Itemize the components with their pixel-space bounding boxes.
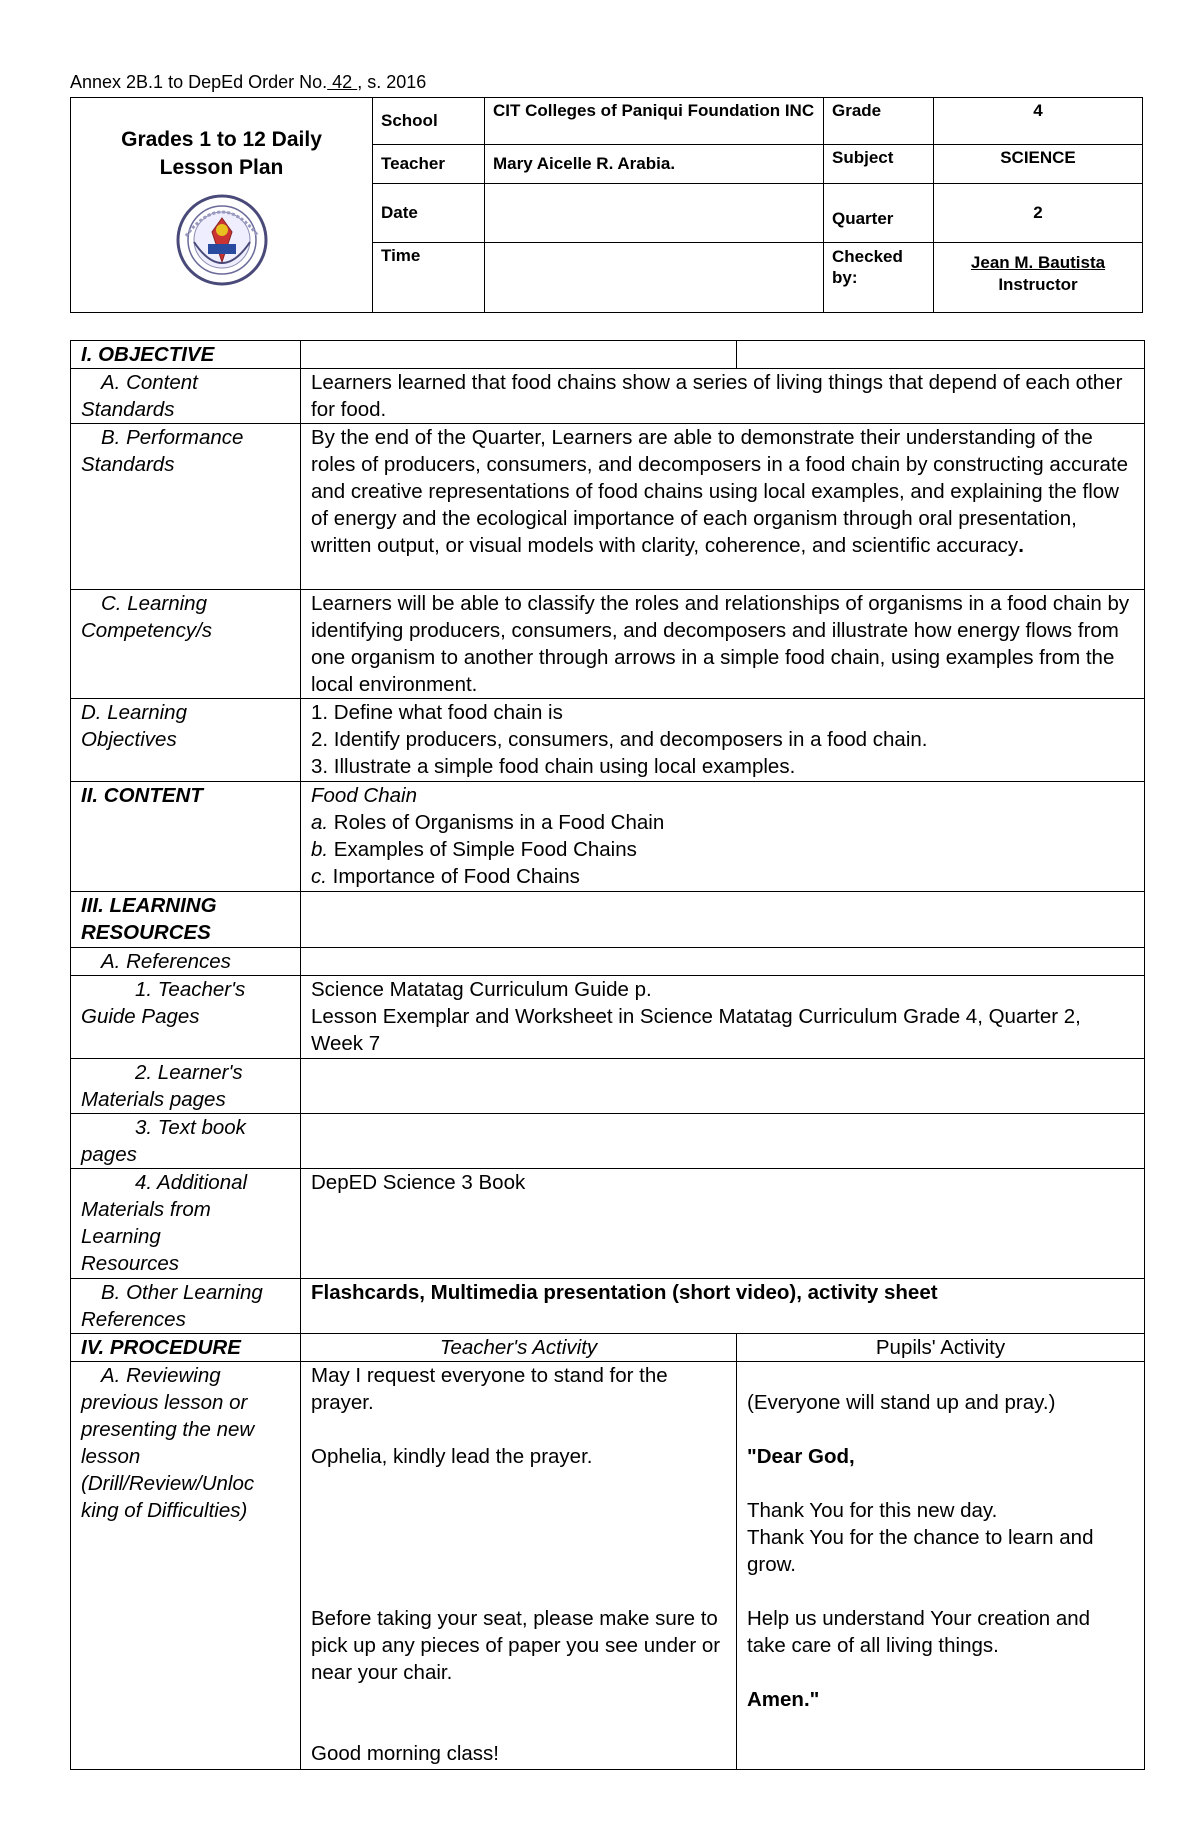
content-item: b. Examples of Simple Food Chains	[311, 838, 637, 861]
additional-materials-text: DepED Science 3 Book	[301, 1169, 1145, 1279]
objective-row	[71, 341, 1145, 369]
content-row	[71, 782, 1145, 892]
learning-resources-empty	[301, 892, 1145, 948]
quarter-value: 2	[934, 184, 1143, 243]
textbook-empty	[301, 1114, 1145, 1169]
content-list	[301, 782, 1145, 892]
lesson-plan-title-cell	[71, 98, 373, 313]
teacher-line: Ophelia, kindly lead the prayer.	[311, 1445, 593, 1468]
content-item: a. Roles of Organisms in a Food Chain	[311, 811, 665, 834]
checked-by-value	[934, 243, 1143, 313]
pupils-activity-cell	[737, 1362, 1145, 1770]
teachers-activity-cell	[301, 1362, 737, 1770]
content-label: II. CONTENT	[71, 782, 301, 892]
teacher-label: Teacher	[373, 145, 485, 184]
pupil-line: Help us understand Your creation and take care of all living things.	[747, 1607, 1091, 1657]
objective-item: 3. Illustrate a simple food chain using local examples.	[311, 755, 796, 778]
learning-resources-row	[71, 892, 1145, 948]
performance-standards-text: By the end of the Quarter, Learners are able to demonstrate their understanding of the roles of producers, consumers, and decomposers in a food chain by constructing accurate and creative representations of food chains using local examples, and explaining the flow of energy and the ecological importance of each organism through oral presentation, written output, or visual models with clarity, coherence, and scientific accuracy.	[301, 424, 1145, 590]
subject-value: SCIENCE	[934, 145, 1143, 184]
content-standards-text: Learners learned that food chains show a series of living things that depend of each other for food.	[301, 369, 1145, 424]
objective-item: 2. Identify producers, consumers, and decomposers in a food chain.	[311, 728, 928, 751]
learners-materials-label: 2. Learner's Materials pages	[71, 1059, 301, 1114]
content-standards-label: A. Content Standards	[71, 369, 301, 424]
other-references-text: Flashcards, Multimedia presentation (short video), activity sheet	[301, 1279, 1145, 1334]
content-item: c. Importance of Food Chains	[311, 865, 580, 888]
pupil-line: Amen."	[747, 1688, 820, 1711]
content-topic: Food Chain	[311, 784, 417, 807]
teacher-line: Good morning class!	[311, 1742, 500, 1765]
time-value[interactable]	[485, 243, 824, 313]
checked-label-line-1: Checked	[832, 247, 903, 266]
checked-by-role: Instructor	[998, 275, 1078, 294]
pupil-line: "Dear God,	[747, 1445, 855, 1468]
learning-objectives-row	[71, 699, 1145, 782]
pupil-line: (Everyone will stand up and pray.)	[747, 1391, 1056, 1414]
performance-standards-row	[71, 424, 1145, 590]
learners-materials-row	[71, 1059, 1145, 1114]
additional-materials-label: 4. Additional Materials from Learning Resources	[71, 1169, 301, 1279]
pupils-activity-header: Pupils' Activity	[737, 1334, 1145, 1362]
learning-objectives-label: D. Learning Objectives	[71, 699, 301, 782]
teachers-activity-header: Teacher's Activity	[301, 1334, 737, 1362]
other-references-label: B. Other Learning References	[71, 1279, 301, 1334]
deped-seal-icon	[174, 192, 270, 288]
learning-objectives-list	[301, 699, 1145, 782]
references-empty	[301, 948, 1145, 976]
subject-label: Subject	[824, 145, 934, 184]
title-line-2: Lesson Plan	[159, 156, 284, 179]
school-label: School	[373, 98, 485, 145]
reviewing-row	[71, 1362, 1145, 1770]
checked-by-name: Jean M. Bautista	[970, 253, 1106, 272]
checked-label-line-2: by:	[832, 268, 858, 287]
teachers-guide-row	[71, 976, 1145, 1059]
learning-competency-row	[71, 590, 1145, 699]
learners-materials-empty	[301, 1059, 1145, 1114]
procedure-label: IV. PROCEDURE	[71, 1334, 301, 1362]
objective-empty-2	[737, 341, 1145, 369]
grade-value: 4	[934, 98, 1143, 145]
lesson-plan-table	[70, 340, 1145, 1770]
pupil-line: Thank You for the chance to learn and grow.	[747, 1526, 1094, 1576]
reviewing-label: A. Reviewing previous lesson or presenting the new lesson (Drill/Review/Unloc king of Difficulties)	[71, 1362, 301, 1770]
references-label: A. References	[71, 948, 301, 976]
learning-competency-text: Learners will be able to classify the roles and relationships of organisms in a food chain by identifying producers, consumers, and decomposers and illustrate how energy flows from one organism to another through arrows in a simple food chain, using examples from the local environment.	[301, 590, 1145, 699]
procedure-header-row	[71, 1334, 1145, 1362]
school-value: CIT Colleges of Paniqui Foundation INC	[485, 98, 824, 145]
date-label: Date	[373, 184, 485, 243]
content-standards-row	[71, 369, 1145, 424]
teacher-value: Mary Aicelle R. Arabia.	[485, 145, 824, 184]
objective-item: 1. Define what food chain is	[311, 701, 563, 724]
teacher-line: May I request everyone to stand for the prayer.	[311, 1364, 668, 1414]
other-references-row	[71, 1279, 1145, 1334]
learning-resources-label: III. LEARNING RESOURCES	[71, 892, 301, 948]
time-label: Time	[373, 243, 485, 313]
teachers-guide-label: 1. Teacher's Guide Pages	[71, 976, 301, 1059]
pupil-line: Thank You for this new day.	[747, 1499, 998, 1522]
performance-standards-label: B. Performance Standards	[71, 424, 301, 590]
textbook-label: 3. Text book pages	[71, 1114, 301, 1169]
quarter-label: Quarter	[824, 184, 934, 243]
textbook-row	[71, 1114, 1145, 1169]
annex-line	[70, 72, 426, 93]
annex-suffix: , s. 2016	[357, 72, 427, 92]
learning-competency-label: C. Learning Competency/s	[71, 590, 301, 699]
header-table	[70, 97, 1143, 313]
additional-materials-row	[71, 1169, 1145, 1279]
objective-label: I. OBJECTIVE	[71, 341, 301, 369]
objective-empty-1	[301, 341, 737, 369]
teacher-line: Before taking your seat, please make sure to pick up any pieces of paper you see under or near your chair.	[311, 1607, 721, 1684]
annex-order-no: 42	[327, 72, 358, 92]
references-row	[71, 948, 1145, 976]
annex-prefix: Annex 2B.1 to DepEd Order No.	[70, 72, 328, 92]
teachers-guide-text: Science Matatag Curriculum Guide p. Lesson Exemplar and Worksheet in Science Matatag Curriculum Grade 4, Quarter 2, Week 7	[301, 976, 1145, 1059]
date-value[interactable]	[485, 184, 824, 243]
checked-by-label	[824, 243, 934, 313]
grade-label: Grade	[824, 98, 934, 145]
title-line-1: Grades 1 to 12 Daily	[121, 128, 322, 151]
